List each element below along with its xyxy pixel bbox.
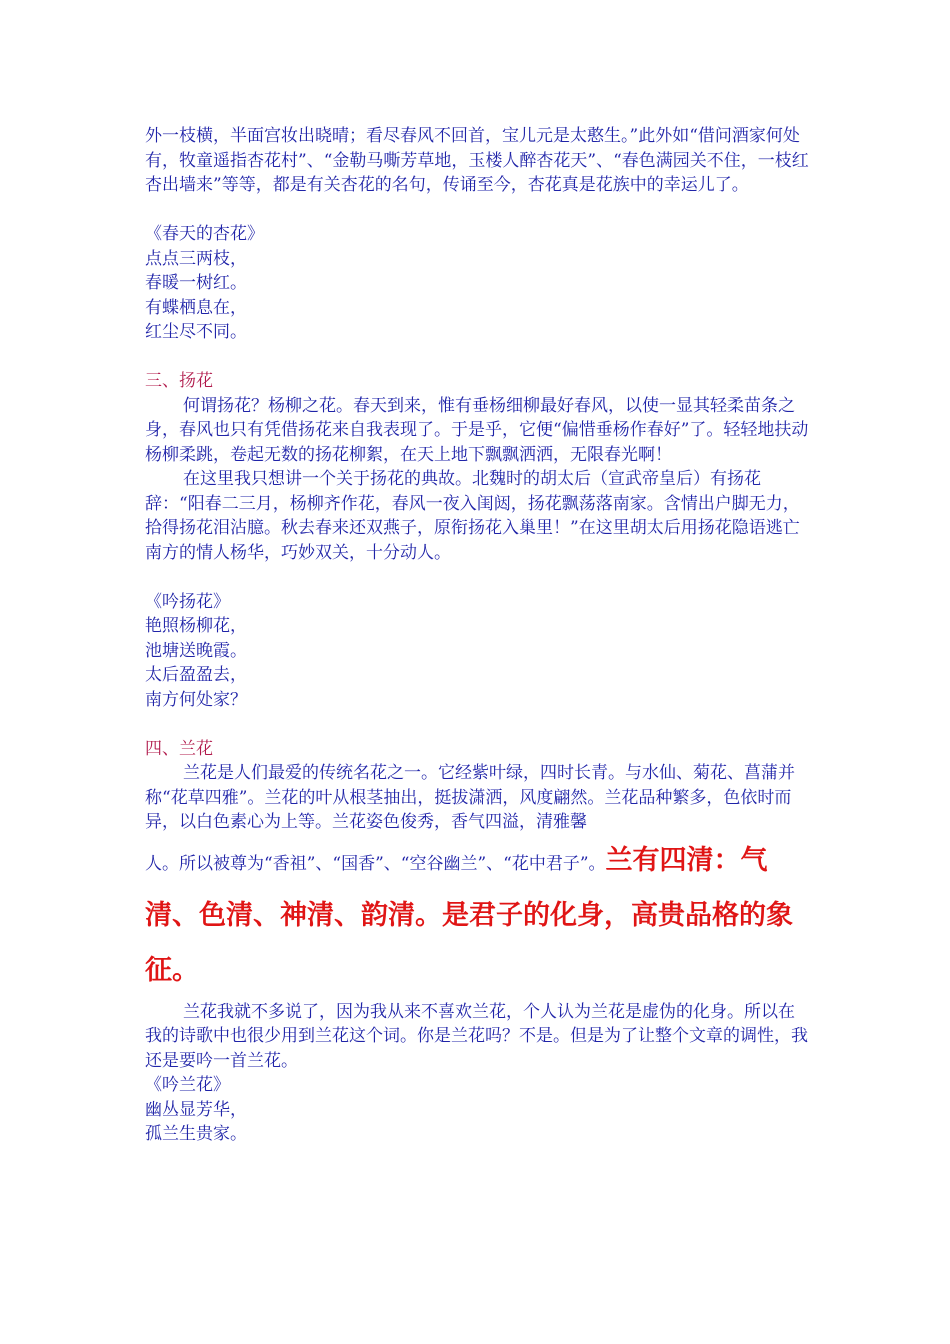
spacer xyxy=(145,198,810,223)
paragraph: 兰花是人们最爱的传统名花之一。它经紫叶绿，四时长青。与水仙、菊花、菖蒲并称“花草四雅”。兰花的叶从根茎抽出，挺拔潇洒，风度翩然。兰花品种繁多，色依时而异，以白色素心为上等。兰花姿色俊秀，香气四溢，清雅馨 xyxy=(145,763,795,832)
poem-line: 幽丛显芳华， xyxy=(145,1099,247,1120)
paragraph: 何谓扬花？杨柳之花。春天到来，惟有垂杨细柳最好春风，以使一显其轻柔苗条之身，春风也只有凭借扬花来自我表现了。于是乎，它便“偏惜垂杨作春好”了。轻轻地扶动杨柳柔跳，卷起无数的扬花柳絮，在天上地下飘飘洒洒，无限春光啊！ xyxy=(145,395,809,465)
poem-line: 孤兰生贵家。 xyxy=(145,1124,247,1144)
spacer xyxy=(145,712,810,737)
poem-title: 《吟兰花》 xyxy=(145,1075,230,1095)
poem-title: 《吟扬花》 xyxy=(145,591,230,612)
spacer xyxy=(145,565,810,590)
poem-line: 有蝶栖息在， xyxy=(145,297,247,318)
poem-line: 池塘送晚霞。 xyxy=(145,640,247,661)
intro-paragraph: 外一枝横，半面宫妆出晓晴；看尽春风不回首，宝儿元是太憨生。”此外如“借问酒家何处有，牧童遥指杏花村”、“金勒马嘶芳草地，玉楼人醉杏花天”、“春色满园关不住，一枝红杏出墙来”等等，都是有关杏花的名句，传诵至今，杏花真是花族中的幸运儿了。 xyxy=(145,126,809,195)
highlight-text: 四清：气清、色清、神清、韵清。是君子的化身，高贵品格的象征。 xyxy=(145,844,793,986)
poem-line: 南方何处家？ xyxy=(145,689,247,710)
poem-title: 《春天的杏花》 xyxy=(145,224,264,244)
spacer xyxy=(145,345,810,370)
poem-line: 点点三两枝， xyxy=(145,248,247,269)
paragraph-with-highlight xyxy=(145,835,810,1000)
poem-line: 红尘尽不同。 xyxy=(145,322,247,342)
poem-line: 太后盈盈去， xyxy=(145,665,247,685)
paragraph: 兰花我就不多说了，因为我从来不喜欢兰花，个人认为兰花是虚伪的化身。所以在我的诗歌中也很少用到兰花这个词。你是兰花吗？不是。但是为了让整个文章的调性，我还是要吟一首兰花。 xyxy=(145,1001,808,1071)
paragraph-tail: 人。所以被尊为“香祖”、“国香”、“空谷幽兰”、“花中君子”。 xyxy=(145,853,606,874)
highlight-text: 兰有 xyxy=(605,844,660,876)
paragraph: 在这里我只想讲一个关于扬花的典故。北魏时的胡太后（宣武帝皇后）有扬花辞：“阳春二三月，杨柳齐作花，春风一夜入闺闼，扬花飘荡落南家。含情出户脚无力，拾得扬花泪沾臆。秋去春来还双燕子，原衔扬花入巢里！”在这里胡太后用扬花隐语逃亡南方的情人杨华，巧妙双关，十分动人。 xyxy=(145,469,800,563)
document-body xyxy=(145,124,810,1147)
poem-line: 艳照杨柳花， xyxy=(145,616,247,636)
poem-line: 春暖一树红。 xyxy=(145,273,247,293)
section-heading: 四、兰花 xyxy=(145,738,213,759)
section-heading: 三、扬花 xyxy=(145,371,213,391)
